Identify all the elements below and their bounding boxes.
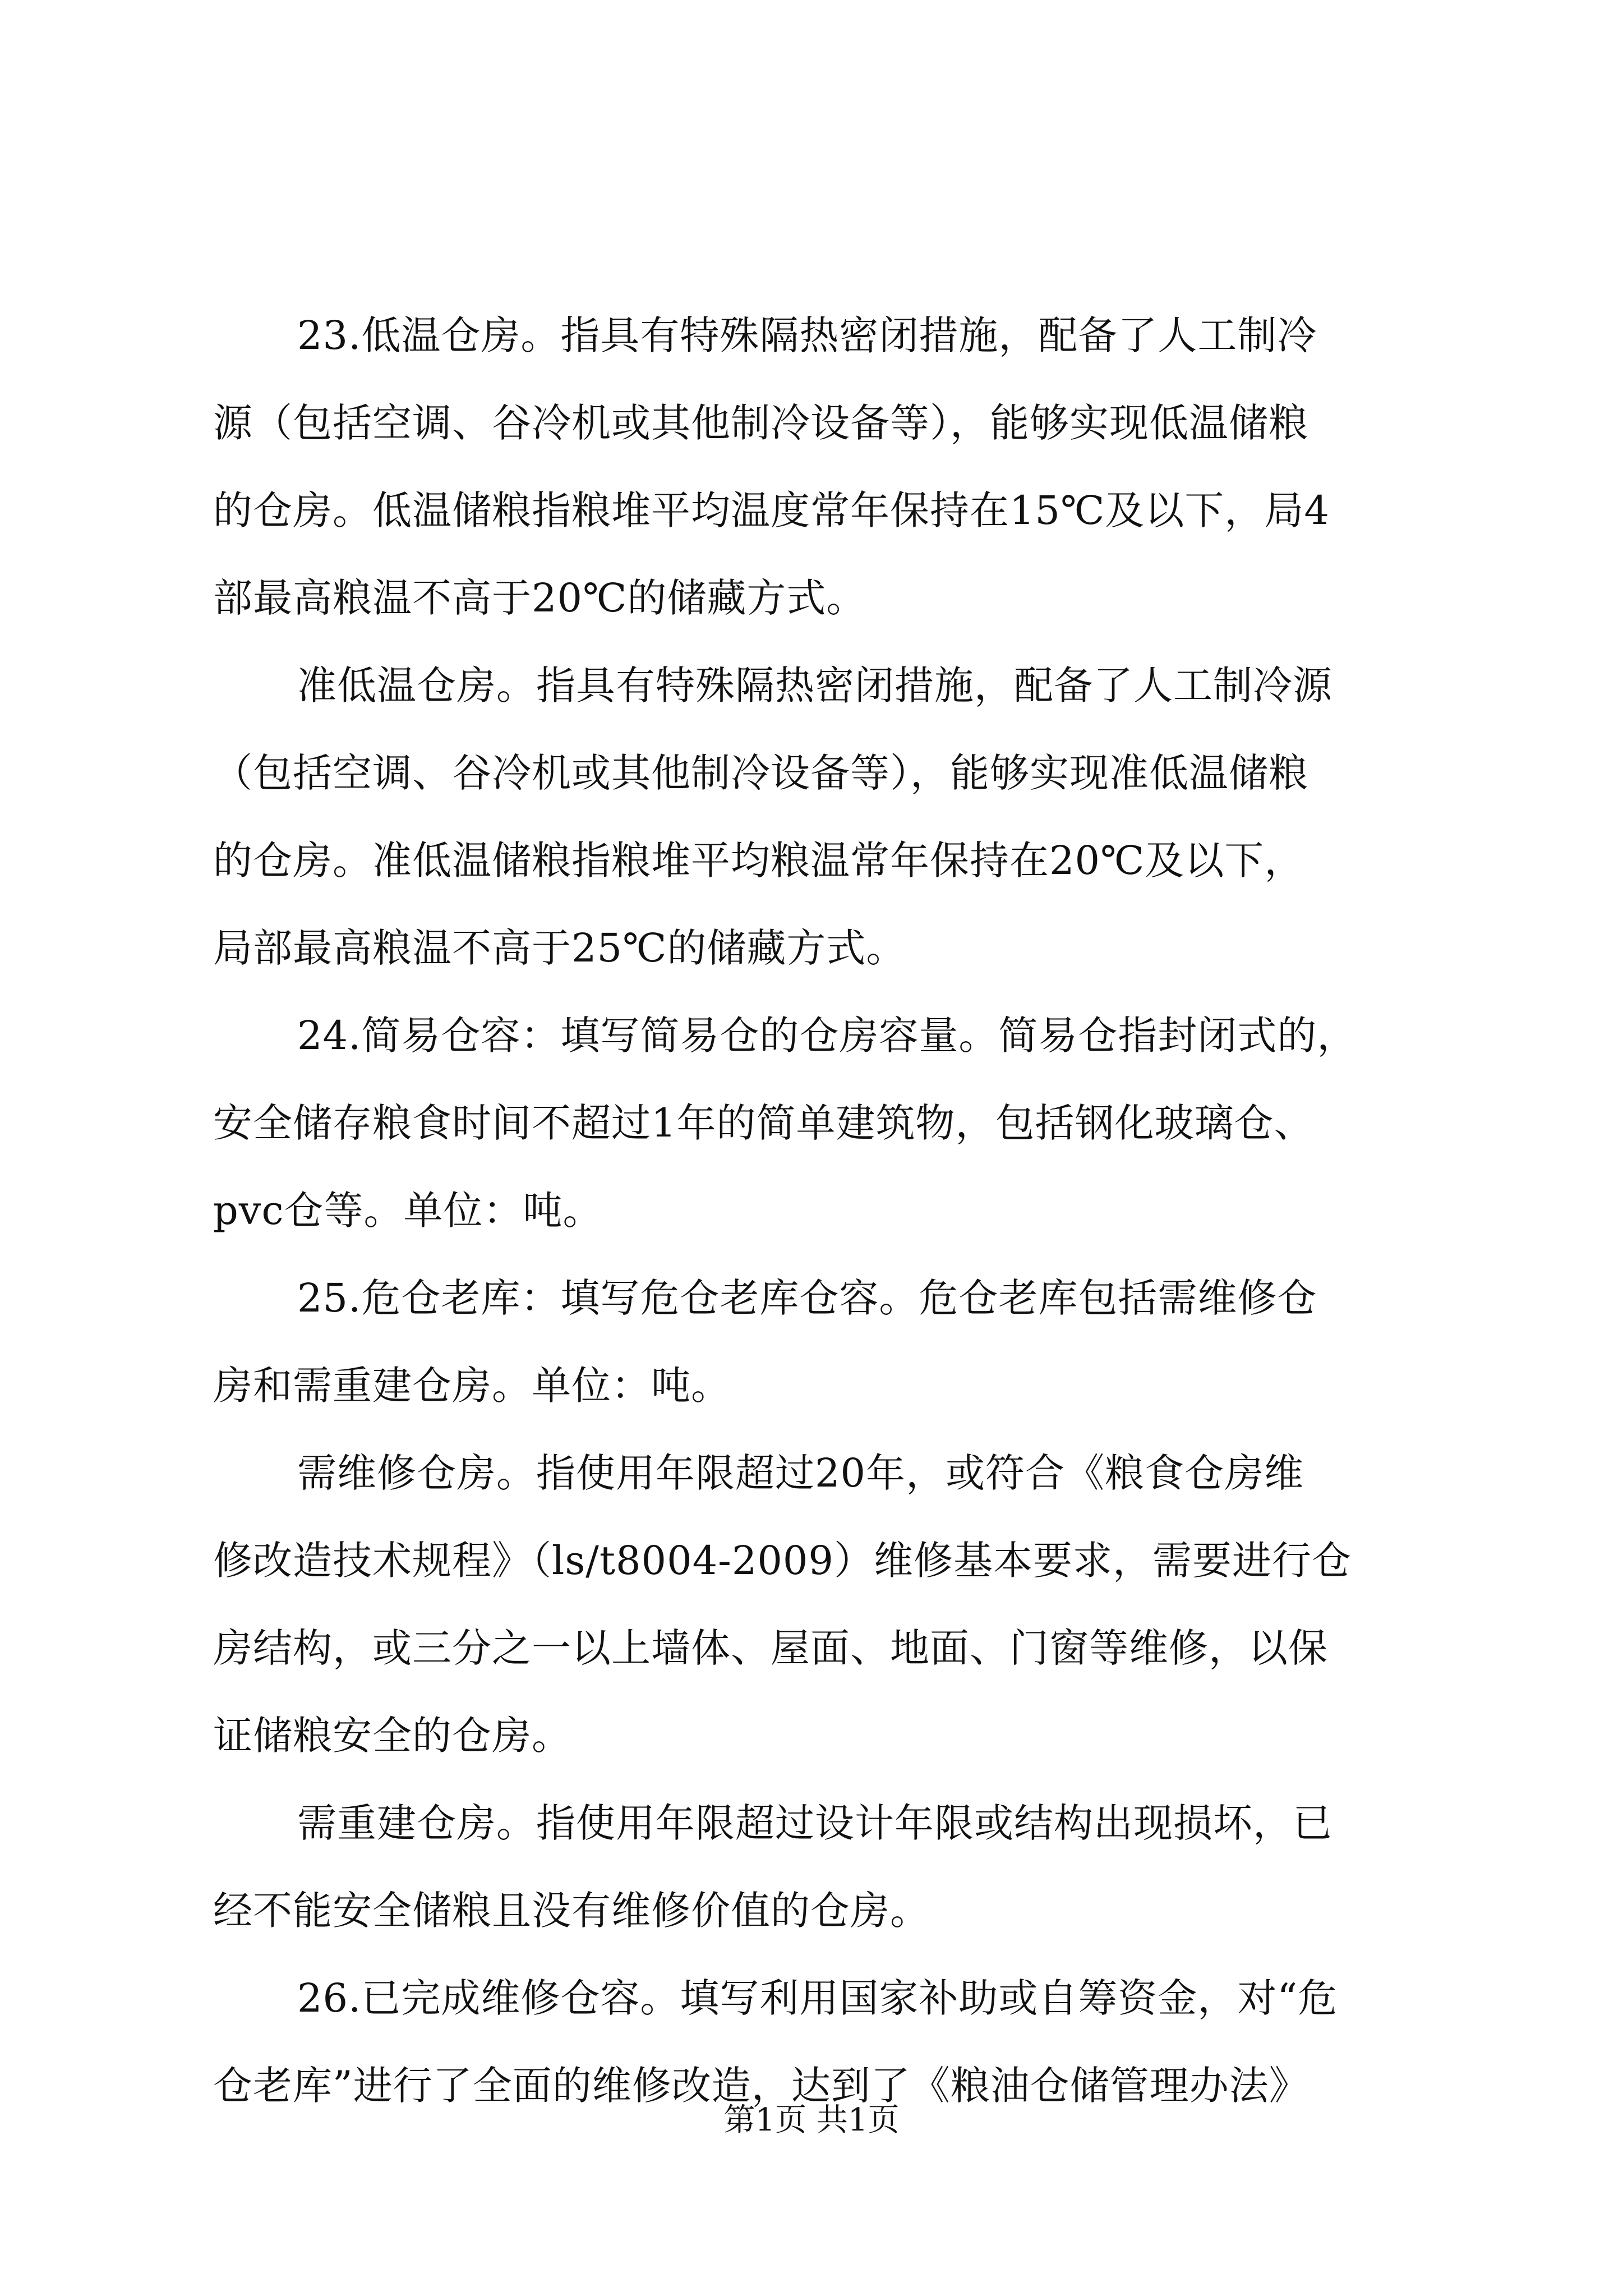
paragraph-23 — [213, 292, 1424, 642]
text-line: 的仓房。低温储粮指粮堆平均温度常年保持在15℃及以下，局4 — [213, 487, 1330, 533]
text-line: 准低温仓房。指具有特殊隔热密闭措施，配备了人工制冷源 — [297, 662, 1332, 708]
text-line: 房和需重建仓房。单位：吨。 — [213, 1363, 731, 1409]
paragraph-quasi-low-temp — [213, 642, 1424, 992]
document-body — [213, 292, 1424, 2129]
paragraph-rebuild-warehouse — [213, 1779, 1424, 1954]
paragraph-24 — [213, 992, 1424, 1254]
text-line: 修改造技术规程》（ls/t8004-2009）维修基本要求，需要进行仓 — [213, 1538, 1352, 1584]
text-line: 需维修仓房。指使用年限超过20年，或符合《粮食仓房维 — [297, 1450, 1304, 1496]
page-number-footer: 第1页 共1页 — [723, 2102, 900, 2138]
text-line: （包括空调、谷冷机或其他制冷设备等），能够实现准低温储粮 — [213, 750, 1308, 796]
text-line: 经不能安全储粮且没有维修价值的仓房。 — [213, 1888, 930, 1934]
text-line: 25.危仓老库：填写危仓老库仓容。危仓老库包括需维修仓 — [297, 1275, 1317, 1321]
text-line: 房结构，或三分之一以上墙体、屋面、地面、门窗等维修，以保 — [213, 1625, 1328, 1671]
text-line: 仓老库”进行了全面的维修改造，达到了《粮油仓储管理办法》 — [213, 2063, 1309, 2109]
paragraph-25 — [213, 1254, 1424, 1429]
text-line: pvc仓等。单位：吨。 — [213, 1188, 603, 1234]
text-line: 源（包括空调、谷冷机或其他制冷设备等），能够实现低温储粮 — [213, 400, 1308, 446]
text-line: 需重建仓房。指使用年限超过设计年限或结构出现损坏，已 — [297, 1800, 1332, 1846]
text-line: 24.简易仓容：填写简易仓的仓房容量。简易仓指封闭式的， — [297, 1013, 1357, 1059]
paragraph-repair-warehouse — [213, 1429, 1424, 1779]
text-line: 证储粮安全的仓房。 — [213, 1713, 571, 1759]
text-line: 部最高粮温不高于20℃的储藏方式。 — [213, 575, 866, 621]
text-line: 安全储存粮食时间不超过1年的简单建筑物，包括钢化玻璃仓、 — [213, 1100, 1314, 1146]
text-line: 23.低温仓房。指具有特殊隔热密闭措施，配备了人工制冷 — [297, 312, 1317, 358]
text-line: 的仓房。准低温储粮指粮堆平均粮温常年保持在20℃及以下， — [213, 838, 1304, 884]
text-line: 局部最高粮温不高于25℃的储藏方式。 — [213, 925, 906, 971]
text-line: 26.已完成维修仓容。填写利用国家补助或自筹资金，对“危 — [297, 1975, 1338, 2021]
